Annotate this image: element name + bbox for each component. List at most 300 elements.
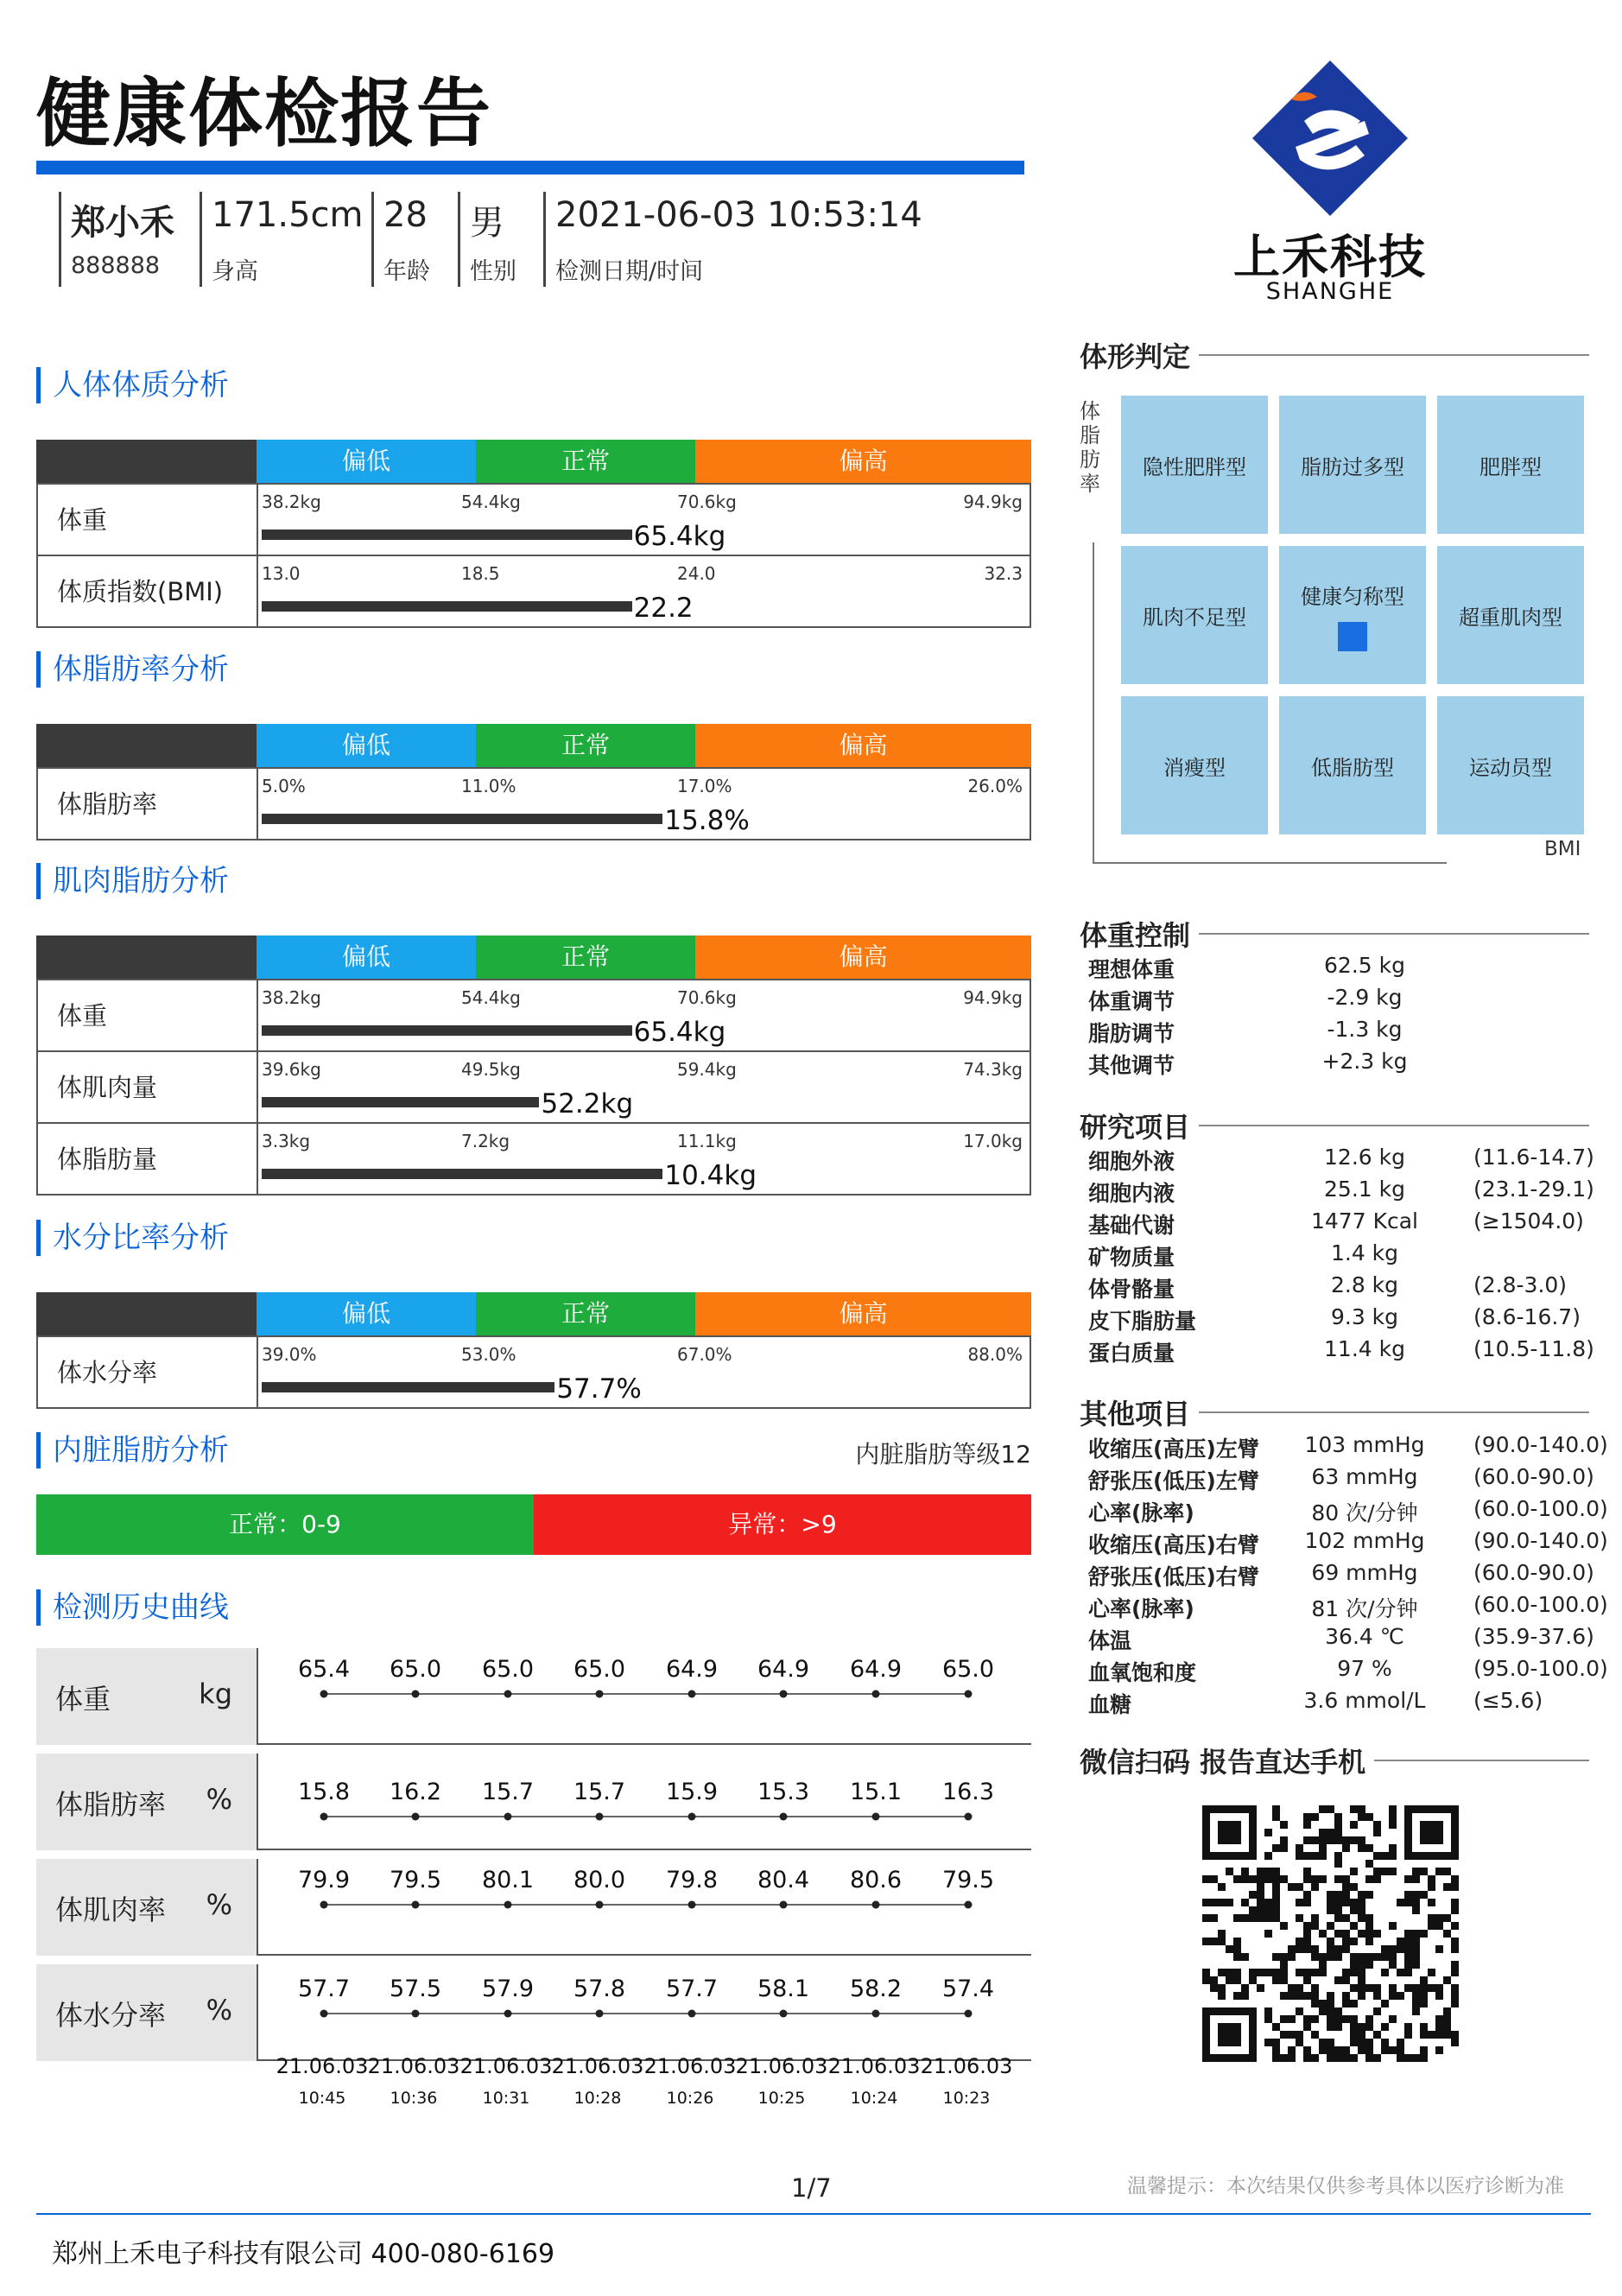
history-point <box>412 1813 420 1821</box>
measure-table <box>36 1335 1031 1409</box>
footer-company: 郑州上禾电子科技有限公司 400-080-6169 <box>52 2239 555 2269</box>
item-key: 收缩压(高压)右臂 <box>1088 1532 1259 1557</box>
scale-tick: 39.6kg <box>262 1059 321 1080</box>
item-value: 63 mmHg <box>1311 1464 1418 1489</box>
shape-cell <box>1279 396 1426 534</box>
body-analysis-section <box>36 367 1031 628</box>
history-value: 57.8 <box>573 1976 626 2002</box>
measure-table <box>36 767 1031 840</box>
history-date: 21.06.03 <box>920 2054 1013 2078</box>
item-value: 2.8 kg <box>1330 1272 1399 1297</box>
scale-tick: 94.9kg <box>963 987 1023 1008</box>
history-point <box>504 2010 512 2018</box>
measure-value: 65.4kg <box>633 1017 726 1048</box>
item-range: (90.0-140.0) <box>1473 1432 1608 1457</box>
history-point <box>320 1813 328 1821</box>
item-range: (60.0-90.0) <box>1473 1560 1594 1585</box>
history-label <box>36 1754 257 1850</box>
footer-tip: 温馨提示：本次结果仅供参考具体以医疗诊断为准 <box>1127 2175 1564 2198</box>
history-value: 80.1 <box>481 1867 535 1893</box>
scale-tick: 17.0% <box>677 776 732 796</box>
shape-cell <box>1437 696 1584 834</box>
history-time: 10:26 <box>666 2089 714 2108</box>
history-value: 64.9 <box>665 1656 719 1683</box>
item-value: 102 mmHg <box>1304 1528 1425 1553</box>
history-value: 79.5 <box>941 1867 995 1893</box>
band-normal: 正常 <box>476 724 695 767</box>
weight-control-title: 体重控制 <box>1080 919 1191 952</box>
shape-cell <box>1121 396 1268 534</box>
scale-tick: 67.0% <box>677 1344 732 1365</box>
history-point <box>780 1813 788 1821</box>
item-value: 1477 Kcal <box>1311 1208 1418 1234</box>
band-low: 偏低 <box>257 1292 476 1335</box>
history-date: 21.06.03 <box>459 2054 553 2078</box>
research-title: 研究项目 <box>1080 1111 1191 1144</box>
history-section-title-wrap <box>36 1589 229 1626</box>
shape-cell-label: 肌肉不足型 <box>1143 605 1246 630</box>
item-value: +2.3 kg <box>1321 1049 1408 1074</box>
history-plot <box>257 1648 1031 1745</box>
other-title: 其他项目 <box>1080 1398 1191 1430</box>
history-value: 80.0 <box>573 1867 626 1893</box>
history-date: 21.06.03 <box>643 2054 737 2078</box>
shape-x-axis <box>1093 862 1447 864</box>
height-label: 身高 <box>212 258 258 285</box>
history-point <box>504 1901 512 1909</box>
history-point <box>872 1813 880 1821</box>
history-point <box>412 1690 420 1698</box>
scale-tick: 24.0 <box>677 563 716 584</box>
shape-cell-label: 肥胖型 <box>1479 454 1542 479</box>
item-key: 收缩压(高压)左臂 <box>1088 1437 1259 1462</box>
item-key: 心率(脉率) <box>1088 1500 1194 1525</box>
item-key: 理想体重 <box>1088 957 1175 982</box>
item-value: 1.4 kg <box>1330 1240 1399 1265</box>
item-value: -2.9 kg <box>1327 985 1403 1010</box>
scale-tick: 11.0% <box>461 776 516 796</box>
history-point <box>596 1901 604 1909</box>
history-point <box>412 2010 420 2018</box>
history-time: 10:45 <box>298 2089 346 2108</box>
band-low: 偏低 <box>257 936 476 979</box>
item-key: 血氧饱和度 <box>1088 1660 1197 1685</box>
scale-tick: 88.0% <box>967 1344 1023 1365</box>
measure-chart <box>258 769 1030 839</box>
history-point <box>688 1901 696 1909</box>
history-time: 10:28 <box>573 2089 622 2108</box>
history-point <box>965 1690 973 1698</box>
history-point <box>504 1690 512 1698</box>
measure-row <box>38 483 1030 555</box>
shape-y-axis <box>1093 542 1094 864</box>
item-range: (60.0-100.0) <box>1473 1496 1608 1521</box>
item-value: -1.3 kg <box>1327 1017 1403 1042</box>
history-metric-unit: % <box>206 1994 232 2026</box>
item-range: (23.1-29.1) <box>1473 1177 1594 1202</box>
measure-bar <box>262 601 632 612</box>
history-time: 10:36 <box>390 2089 438 2108</box>
history-point <box>872 1901 880 1909</box>
band-normal: 正常 <box>476 1292 695 1335</box>
measure-value: 52.2kg <box>541 1088 634 1119</box>
history-row <box>36 1964 1031 2061</box>
scale-tick: 54.4kg <box>461 492 521 512</box>
shape-x-label: BMI <box>1544 838 1581 860</box>
history-point <box>965 2010 973 2018</box>
shape-cell-label: 脂肪过多型 <box>1301 454 1404 479</box>
shape-cell-label: 低脂肪型 <box>1311 755 1394 780</box>
shape-cell <box>1121 546 1268 684</box>
scale-tick: 39.0% <box>262 1344 317 1365</box>
measure-chart <box>258 556 1030 626</box>
history-metric-unit: kg <box>199 1678 232 1710</box>
history-point <box>872 1690 880 1698</box>
measure-bar <box>262 530 632 540</box>
history-date: 21.06.03 <box>551 2054 644 2078</box>
scale-tick: 7.2kg <box>461 1131 510 1151</box>
history-point <box>412 1901 420 1909</box>
history-value: 57.5 <box>389 1976 442 2002</box>
measure-row <box>38 555 1030 626</box>
scale-tick: 94.9kg <box>963 492 1023 512</box>
measure-bar <box>262 1025 632 1036</box>
history-point <box>320 1901 328 1909</box>
qr-code-icon[interactable] <box>1202 1805 1460 2063</box>
scale-tick: 59.4kg <box>677 1059 737 1080</box>
item-key: 心率(脉率) <box>1088 1596 1194 1621</box>
history-label <box>36 1964 257 2061</box>
page-number: 1/7 <box>791 2173 832 2203</box>
scale-tick: 17.0kg <box>963 1131 1023 1151</box>
sex-label: 性别 <box>470 258 516 285</box>
band-high: 偏高 <box>695 724 1031 767</box>
item-key: 皮下脂肪量 <box>1088 1309 1197 1334</box>
person-datetime: 2021-06-03 10:53:14 <box>555 195 922 235</box>
measure-value: 65.4kg <box>633 521 726 552</box>
scale-tick: 70.6kg <box>677 987 737 1008</box>
visceral-abnormal-band: 异常：>9 <box>534 1494 1031 1555</box>
measure-bar <box>262 1382 554 1392</box>
scale-tick: 26.0% <box>967 776 1023 796</box>
body-shape-section <box>1080 335 1589 375</box>
datetime-label: 检测日期/时间 <box>555 258 704 285</box>
item-range: (11.6-14.7) <box>1473 1145 1594 1170</box>
person-name: 郑小禾 <box>71 203 174 243</box>
weight-control-section <box>1080 914 1589 954</box>
measure-chart <box>258 485 1030 555</box>
section-title: 体脂肪率分析 <box>36 651 1031 688</box>
item-value: 97 % <box>1337 1656 1392 1681</box>
history-point <box>596 2010 604 2018</box>
person-sex: 男 <box>470 203 504 243</box>
wechat-section <box>1080 1741 1589 1780</box>
shape-cell-label: 运动员型 <box>1469 755 1552 780</box>
item-key: 蛋白质量 <box>1088 1341 1175 1366</box>
history-value: 15.8 <box>297 1779 351 1805</box>
band-normal: 正常 <box>476 936 695 979</box>
band-high: 偏高 <box>695 1292 1031 1335</box>
item-value: 3.6 mmol/L <box>1303 1688 1426 1713</box>
item-key: 舒张压(低压)左臂 <box>1088 1468 1259 1494</box>
scale-tick: 32.3 <box>984 563 1023 584</box>
visceral-level: 内脏脂肪等级12 <box>855 1440 1031 1468</box>
shape-cell-label: 超重肌肉型 <box>1459 605 1562 630</box>
scale-tick: 74.3kg <box>963 1059 1023 1080</box>
item-range: (2.8-3.0) <box>1473 1272 1568 1297</box>
item-range: (95.0-100.0) <box>1473 1656 1608 1681</box>
item-value: 9.3 kg <box>1330 1304 1399 1329</box>
history-label <box>36 1859 257 1956</box>
item-range: (60.0-90.0) <box>1473 1464 1594 1489</box>
band-header <box>36 440 1031 483</box>
measure-row <box>38 1050 1030 1122</box>
history-plot <box>257 1754 1031 1850</box>
history-value: 65.0 <box>573 1656 626 1683</box>
shape-y-label: 体脂肪率 <box>1080 399 1100 496</box>
history-point <box>596 1813 604 1821</box>
measure-name: 体脂肪量 <box>38 1124 258 1194</box>
history-point <box>965 1901 973 1909</box>
history-value: 57.7 <box>297 1976 351 2002</box>
history-point <box>320 1690 328 1698</box>
measure-row <box>38 1122 1030 1194</box>
history-value: 65.0 <box>389 1656 442 1683</box>
section-title: 水分比率分析 <box>36 1220 1031 1256</box>
band-header <box>36 724 1031 767</box>
shape-cell <box>1437 546 1584 684</box>
history-point <box>965 1813 973 1821</box>
history-time: 10:31 <box>482 2089 530 2108</box>
section-title: 检测历史曲线 <box>36 1589 229 1626</box>
history-metric-name: 体肌肉率 <box>55 1893 167 1926</box>
item-value: 36.4 ℃ <box>1325 1624 1404 1649</box>
history-value: 58.1 <box>757 1976 810 2002</box>
shape-title: 体形判定 <box>1080 340 1191 373</box>
shape-cell-label: 健康匀称型 <box>1301 584 1404 609</box>
history-plot <box>257 1859 1031 1956</box>
item-range: (≥1504.0) <box>1473 1208 1584 1234</box>
scale-tick: 53.0% <box>461 1344 516 1365</box>
history-metric-name: 体水分率 <box>55 1999 167 2032</box>
item-value: 81 次/分钟 <box>1311 1596 1418 1621</box>
band-low: 偏低 <box>257 724 476 767</box>
item-key: 体重调节 <box>1088 989 1175 1014</box>
history-point <box>872 2010 880 2018</box>
measure-name: 体脂肪率 <box>38 769 258 839</box>
measure-value: 22.2 <box>633 593 694 624</box>
band-header <box>36 1292 1031 1335</box>
shape-cell <box>1279 696 1426 834</box>
history-point <box>780 2010 788 2018</box>
measure-value: 15.8% <box>664 805 750 836</box>
shape-cell-label: 隐性肥胖型 <box>1143 454 1246 479</box>
band-normal: 正常 <box>476 440 695 483</box>
water-analysis-section <box>36 1220 1031 1409</box>
item-value: 103 mmHg <box>1304 1432 1425 1457</box>
scale-tick: 18.5 <box>461 563 500 584</box>
measure-row <box>38 767 1030 839</box>
measure-bar <box>262 814 662 824</box>
measure-value: 57.7% <box>556 1373 642 1405</box>
footer-divider <box>36 2213 1591 2215</box>
item-key: 矿物质量 <box>1088 1245 1175 1270</box>
item-range: (8.6-16.7) <box>1473 1304 1581 1329</box>
history-date: 21.06.03 <box>276 2054 369 2078</box>
measure-table <box>36 483 1031 628</box>
item-value: 62.5 kg <box>1324 953 1405 978</box>
item-range: (90.0-140.0) <box>1473 1528 1608 1553</box>
history-value: 57.4 <box>941 1976 995 2002</box>
visceral-fat-section <box>36 1432 1031 1555</box>
band-header <box>36 936 1031 979</box>
measure-table <box>36 979 1031 1196</box>
history-point <box>504 1813 512 1821</box>
brand-sub: SHANGHE <box>1265 278 1395 305</box>
item-key: 舒张压(低压)右臂 <box>1088 1564 1259 1589</box>
item-range: (35.9-37.6) <box>1473 1624 1594 1649</box>
history-point <box>780 1690 788 1698</box>
history-point <box>688 1813 696 1821</box>
person-height: 171.5cm <box>212 195 364 235</box>
history-value: 15.1 <box>849 1779 903 1805</box>
history-point <box>596 1690 604 1698</box>
history-value: 80.4 <box>757 1867 810 1893</box>
measure-row <box>38 1335 1030 1407</box>
history-date: 21.06.03 <box>827 2054 921 2078</box>
scale-tick: 11.1kg <box>677 1131 737 1151</box>
measure-chart <box>258 1124 1030 1194</box>
person-id: 888888 <box>71 252 161 279</box>
shape-cell <box>1121 696 1268 834</box>
measure-name: 体肌肉量 <box>38 1052 258 1122</box>
item-value: 11.4 kg <box>1324 1336 1405 1361</box>
measure-bar <box>262 1169 662 1179</box>
band-high: 偏高 <box>695 936 1031 979</box>
history-row <box>36 1754 1031 1850</box>
scale-tick: 3.3kg <box>262 1131 311 1151</box>
item-key: 细胞外液 <box>1088 1149 1175 1174</box>
research-section <box>1080 1106 1589 1145</box>
band-high: 偏高 <box>695 440 1031 483</box>
muscle-analysis-section <box>36 863 1031 1196</box>
shape-cell <box>1437 396 1584 534</box>
history-time: 10:23 <box>942 2089 991 2108</box>
scale-tick: 70.6kg <box>677 492 737 512</box>
history-value: 57.9 <box>481 1976 535 2002</box>
history-value: 58.2 <box>849 1976 903 2002</box>
page-title: 健康体检报告 <box>36 71 492 157</box>
measure-name: 体重 <box>38 485 258 555</box>
other-section <box>1080 1392 1589 1432</box>
item-key: 体温 <box>1088 1628 1132 1653</box>
measure-chart <box>258 1052 1030 1122</box>
item-key: 细胞内液 <box>1088 1181 1175 1206</box>
item-value: 80 次/分钟 <box>1311 1500 1418 1525</box>
history-value: 65.0 <box>941 1656 995 1683</box>
history-point <box>688 2010 696 2018</box>
history-value: 57.7 <box>665 1976 719 2002</box>
history-value: 64.9 <box>849 1656 903 1683</box>
shape-cell <box>1279 546 1426 684</box>
item-key: 脂肪调节 <box>1088 1021 1175 1046</box>
selected-marker-icon <box>1338 622 1367 651</box>
item-value: 69 mmHg <box>1311 1560 1418 1585</box>
measure-name: 体重 <box>38 980 258 1050</box>
scale-tick: 54.4kg <box>461 987 521 1008</box>
section-title: 肌肉脂肪分析 <box>36 863 1031 899</box>
item-value: 12.6 kg <box>1324 1145 1405 1170</box>
measure-name: 体质指数(BMI) <box>38 556 258 626</box>
scale-tick: 13.0 <box>262 563 301 584</box>
history-row <box>36 1648 1031 1745</box>
item-range: (≤5.6) <box>1473 1688 1543 1713</box>
history-time: 10:24 <box>850 2089 898 2108</box>
age-label: 年龄 <box>383 258 430 285</box>
history-point <box>688 1690 696 1698</box>
item-key: 其他调节 <box>1088 1053 1175 1078</box>
section-title: 内脏脂肪分析 <box>36 1432 1031 1468</box>
measure-name: 体水分率 <box>38 1337 258 1407</box>
history-label <box>36 1648 257 1745</box>
history-value: 80.6 <box>849 1867 903 1893</box>
item-range: (60.0-100.0) <box>1473 1592 1608 1617</box>
history-value: 16.2 <box>389 1779 442 1805</box>
item-key: 体骨骼量 <box>1088 1277 1175 1302</box>
item-range: (10.5-11.8) <box>1473 1336 1594 1361</box>
history-value: 15.7 <box>573 1779 626 1805</box>
title-underline <box>36 161 1024 174</box>
company-logo <box>1209 52 1451 311</box>
scale-tick: 49.5kg <box>461 1059 521 1080</box>
item-value: 25.1 kg <box>1324 1177 1405 1202</box>
history-value: 15.7 <box>481 1779 535 1805</box>
history-metric-name: 体脂肪率 <box>55 1788 167 1821</box>
history-plot <box>257 1964 1031 2061</box>
history-value: 15.9 <box>665 1779 719 1805</box>
history-value: 64.9 <box>757 1656 810 1683</box>
visceral-normal-band: 正常：0-9 <box>36 1494 534 1555</box>
history-time: 10:25 <box>757 2089 806 2108</box>
history-value: 79.8 <box>665 1867 719 1893</box>
history-point <box>320 2010 328 2018</box>
history-point <box>780 1901 788 1909</box>
scale-tick: 38.2kg <box>262 987 321 1008</box>
history-metric-unit: % <box>206 1783 232 1816</box>
scale-tick: 38.2kg <box>262 492 321 512</box>
history-value: 16.3 <box>941 1779 995 1805</box>
section-title: 人体体质分析 <box>36 367 1031 403</box>
measure-chart <box>258 980 1030 1050</box>
scale-tick: 5.0% <box>262 776 306 796</box>
history-row <box>36 1859 1031 1956</box>
history-date: 21.06.03 <box>367 2054 460 2078</box>
person-age: 28 <box>383 195 428 235</box>
fat-analysis-section <box>36 651 1031 840</box>
measure-row <box>38 979 1030 1050</box>
measure-value: 10.4kg <box>664 1160 757 1191</box>
history-value: 79.5 <box>389 1867 442 1893</box>
measure-bar <box>262 1097 539 1107</box>
shape-cell-label: 消瘦型 <box>1163 755 1226 780</box>
history-value: 15.3 <box>757 1779 810 1805</box>
logo-mark-icon <box>1209 52 1451 225</box>
item-key: 血糖 <box>1088 1692 1132 1717</box>
history-metric-name: 体重 <box>55 1683 111 1716</box>
history-value: 65.0 <box>481 1656 535 1683</box>
wechat-title: 微信扫码 报告直达手机 <box>1080 1746 1366 1779</box>
band-low: 偏低 <box>257 440 476 483</box>
